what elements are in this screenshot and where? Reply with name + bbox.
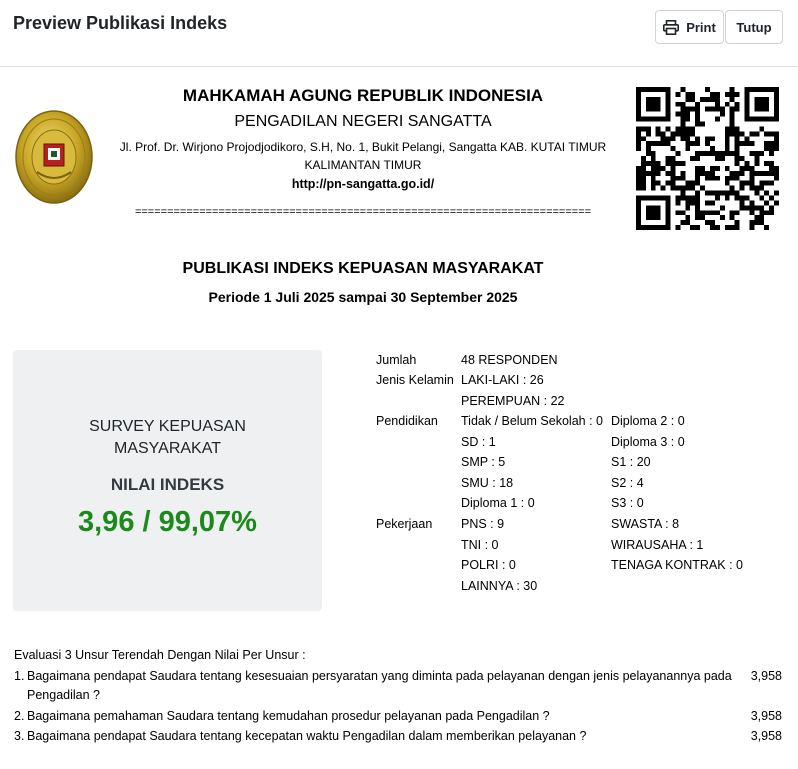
print-label: Print: [686, 19, 716, 35]
evaluation-text: Bagaimana pendapat Saudara tentang kecepatan waktu Pengadilan dalam memberikan pelayanan ?: [27, 729, 587, 743]
modal-title: Preview Publikasi Indeks: [13, 13, 228, 33]
education-item: Tidak / Belum Sekolah : 0: [461, 414, 603, 428]
evaluation-score: 3,958: [750, 709, 782, 723]
education-label: Pendidikan: [376, 414, 438, 428]
evaluation-number: 2.: [14, 709, 25, 723]
survey-card-line1: SURVEY KEPUASAN: [89, 418, 246, 435]
education-item: S3 : 0: [611, 496, 644, 510]
jumlah-value: 48 RESPONDEN: [461, 353, 558, 367]
job-item: SWASTA : 8: [611, 517, 680, 531]
address-line-1: Jl. Prof. Dr. Wirjono Projodjodikoro, S.H, No. 1, Bukit Pelangi, Sangatta KAB. KUTAI TIMUR: [119, 140, 607, 154]
evaluation-text: Bagaimana pemahaman Saudara tentang kemudahan prosedur pelayanan pada Pengadilan ?: [27, 709, 550, 723]
education-item: Diploma 1 : 0: [461, 496, 535, 510]
education-item: SD : 1: [461, 435, 496, 449]
education-item: Diploma 2 : 0: [611, 414, 685, 428]
gender-female: PEREMPUAN : 22: [461, 394, 565, 408]
evaluation-item: [14, 667, 784, 705]
gender-male: LAKI-LAKI : 26: [461, 373, 544, 387]
job-item: TENAGA KONTRAK : 0: [611, 558, 743, 572]
job-item: WIRAUSAHA : 1: [611, 538, 704, 552]
evaluation-score: 3,958: [750, 729, 782, 743]
evaluation-score: 3,958: [750, 669, 782, 683]
header-org: MAHKAMAH AGUNG REPUBLIK INDONESIA: [182, 86, 544, 105]
printer-icon: [663, 20, 679, 35]
index-label: NILAI INDEKS: [110, 475, 225, 494]
evaluation-text: Bagaimana pendapat Saudara tentang kesesuaian persyaratan yang diminta pada pelayanan dengan jenis pelayanannya pada Pengadilan ?: [27, 669, 732, 702]
close-button[interactable]: [725, 10, 783, 44]
evaluation-number: 1.: [14, 669, 25, 683]
job-item: TNI : 0: [461, 538, 499, 552]
survey-card-line2: MASYARAKAT: [114, 440, 221, 457]
job-item: PNS : 9: [461, 517, 505, 531]
evaluation-heading: Evaluasi 3 Unsur Terendah Dengan Nilai Per Unsur :: [14, 648, 306, 662]
header-address: [115, 138, 611, 174]
header-url: http://pn-sangatta.go.id/: [291, 177, 435, 191]
print-button[interactable]: [655, 10, 724, 44]
evaluation-item: [14, 727, 784, 746]
education-item: SMU : 18: [461, 476, 514, 490]
publication-title: PUBLIKASI INDEKS KEPUASAN MASYARAKAT: [182, 260, 544, 277]
address-line-2: KALIMANTAN TIMUR: [304, 158, 422, 172]
evaluation-number: 3.: [14, 729, 25, 743]
modal-header: [0, 0, 798, 67]
header-separator: =======================================================================: [134, 206, 592, 218]
header-court: PENGADILAN NEGERI SANGATTA: [234, 113, 492, 130]
index-value: 3,96 / 99,07%: [78, 506, 257, 538]
gender-label: Jenis Kelamin: [376, 373, 454, 387]
survey-card-heading: [13, 416, 322, 460]
job-item: LAINNYA : 30: [461, 579, 538, 593]
close-label: Tutup: [736, 19, 772, 35]
evaluation-item: [14, 707, 784, 726]
court-emblem-logo: [15, 110, 93, 205]
job-item: POLRI : 0: [461, 558, 516, 572]
survey-index-card: [13, 350, 322, 611]
job-label: Pekerjaan: [376, 517, 433, 531]
education-item: S1 : 20: [611, 455, 651, 469]
education-item: SMP : 5: [461, 455, 506, 469]
education-item: S2 : 4: [611, 476, 644, 490]
publication-period: Periode 1 Juli 2025 sampai 30 September 2025: [208, 289, 518, 305]
qr-code: [636, 87, 779, 230]
education-item: Diploma 3 : 0: [611, 435, 685, 449]
jumlah-label: Jumlah: [376, 353, 417, 367]
